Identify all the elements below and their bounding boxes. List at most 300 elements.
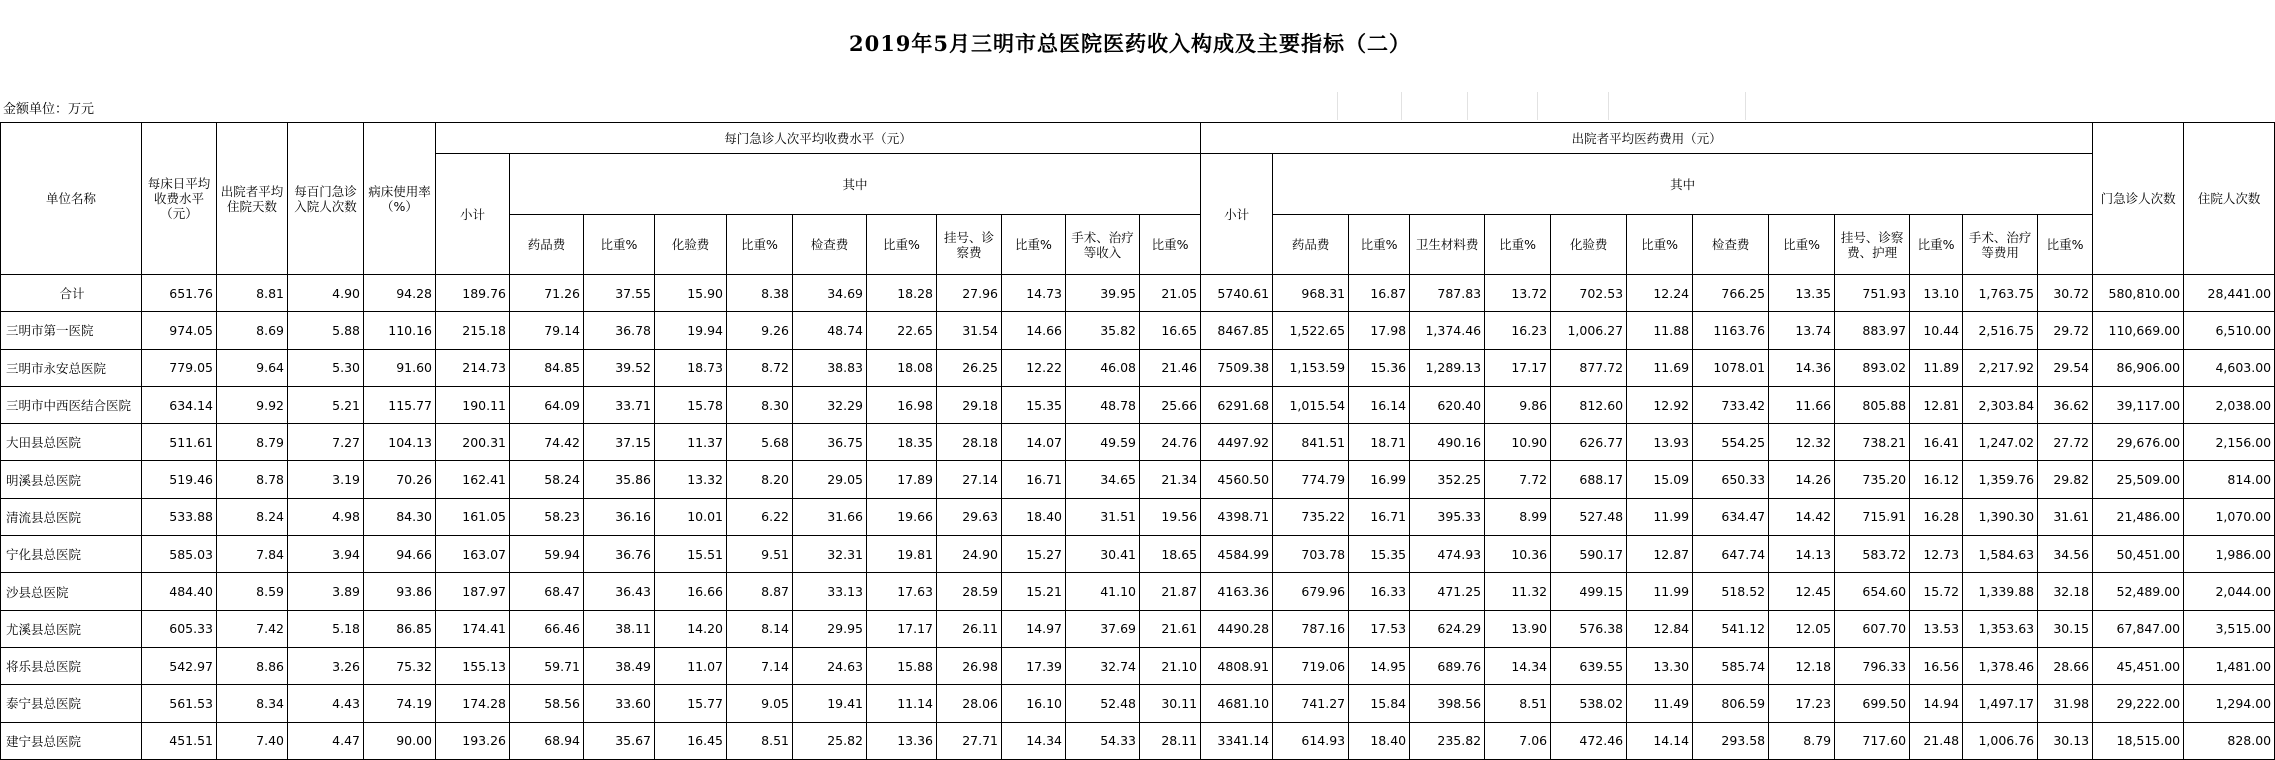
value-cell: 8.78	[217, 461, 288, 498]
value-cell: 605.33	[142, 610, 217, 647]
value-cell: 11.32	[1485, 573, 1551, 610]
value-cell: 17.89	[867, 461, 937, 498]
value-cell: 21.46	[1140, 349, 1201, 386]
value-cell: 8.81	[217, 275, 288, 312]
header-outpatient-group: 每门急诊人次平均收费水平（元）	[436, 123, 1201, 154]
value-cell: 74.19	[364, 685, 436, 722]
value-cell: 484.40	[142, 573, 217, 610]
header-out-subtotal: 小计	[436, 154, 510, 275]
value-cell: 18.73	[655, 349, 727, 386]
value-cell: 639.55	[1551, 647, 1627, 684]
value-cell: 19.66	[867, 498, 937, 535]
value-cell: 8.30	[727, 386, 793, 423]
hospital-name-cell: 明溪县总医院	[1, 461, 142, 498]
value-cell: 1,289.13	[1410, 349, 1485, 386]
header-out-sub-col: 挂号、诊察费	[937, 215, 1002, 275]
header-out-sub-col: 化验费	[655, 215, 727, 275]
value-cell: 7.42	[217, 610, 288, 647]
value-cell: 3.19	[288, 461, 364, 498]
value-cell: 8.69	[217, 312, 288, 349]
value-cell: 614.93	[1273, 722, 1349, 759]
value-cell: 14.42	[1769, 498, 1835, 535]
value-cell: 472.46	[1551, 722, 1627, 759]
value-cell: 16.99	[1349, 461, 1410, 498]
value-cell: 4560.50	[1201, 461, 1273, 498]
value-cell: 3341.14	[1201, 722, 1273, 759]
value-cell: 3,515.00	[2184, 610, 2275, 647]
value-cell: 16.45	[655, 722, 727, 759]
value-cell: 451.51	[142, 722, 217, 759]
value-cell: 2,044.00	[2184, 573, 2275, 610]
value-cell: 67,847.00	[2093, 610, 2184, 647]
value-cell: 624.29	[1410, 610, 1485, 647]
hospital-name-cell: 宁化县总医院	[1, 536, 142, 573]
value-cell: 37.69	[1066, 610, 1140, 647]
value-cell: 1,353.63	[1963, 610, 2038, 647]
value-cell: 24.63	[793, 647, 867, 684]
value-cell: 21.48	[1910, 722, 1963, 759]
value-cell: 16.10	[1002, 685, 1066, 722]
header-out-sub-col: 比重%	[727, 215, 793, 275]
value-cell: 17.17	[867, 610, 937, 647]
value-cell: 11.37	[655, 424, 727, 461]
value-cell: 161.05	[436, 498, 510, 535]
table-row	[1, 573, 2275, 610]
value-cell: 8.51	[1485, 685, 1551, 722]
value-cell: 215.18	[436, 312, 510, 349]
value-cell: 18.40	[1002, 498, 1066, 535]
value-cell: 1,522.65	[1273, 312, 1349, 349]
value-cell: 13.93	[1627, 424, 1693, 461]
value-cell: 49.59	[1066, 424, 1140, 461]
value-cell: 1,497.17	[1963, 685, 2038, 722]
value-cell: 2,303.84	[1963, 386, 2038, 423]
value-cell: 518.52	[1693, 573, 1769, 610]
table-row	[1, 722, 2275, 759]
value-cell: 155.13	[436, 647, 510, 684]
value-cell: 8.87	[727, 573, 793, 610]
table-row	[1, 461, 2275, 498]
value-cell: 29.05	[793, 461, 867, 498]
value-cell: 190.11	[436, 386, 510, 423]
value-cell: 32.74	[1066, 647, 1140, 684]
value-cell: 538.02	[1551, 685, 1627, 722]
value-cell: 13.90	[1485, 610, 1551, 647]
value-cell: 542.97	[142, 647, 217, 684]
total-row	[1, 275, 2275, 312]
value-cell: 3.94	[288, 536, 364, 573]
value-cell: 17.17	[1485, 349, 1551, 386]
value-cell: 58.24	[510, 461, 584, 498]
value-cell: 14.20	[655, 610, 727, 647]
value-cell: 18.35	[867, 424, 937, 461]
hospital-name-cell: 将乐县总医院	[1, 647, 142, 684]
value-cell: 38.83	[793, 349, 867, 386]
value-cell: 4.98	[288, 498, 364, 535]
value-cell: 16.28	[1910, 498, 1963, 535]
value-cell: 214.73	[436, 349, 510, 386]
value-cell: 21.10	[1140, 647, 1201, 684]
value-cell: 31.51	[1066, 498, 1140, 535]
value-cell: 766.25	[1693, 275, 1769, 312]
hospital-name-cell: 三明市永安总医院	[1, 349, 142, 386]
value-cell: 12.73	[1910, 536, 1963, 573]
value-cell: 15.35	[1349, 536, 1410, 573]
value-cell: 94.28	[364, 275, 436, 312]
value-cell: 16.71	[1002, 461, 1066, 498]
value-cell: 651.76	[142, 275, 217, 312]
hospital-name-cell: 三明市第一医院	[1, 312, 142, 349]
value-cell: 634.14	[142, 386, 217, 423]
value-cell: 10.36	[1485, 536, 1551, 573]
value-cell: 174.28	[436, 685, 510, 722]
value-cell: 235.82	[1410, 722, 1485, 759]
value-cell: 189.76	[436, 275, 510, 312]
value-cell: 703.78	[1273, 536, 1349, 573]
value-cell: 15.90	[655, 275, 727, 312]
value-cell: 751.93	[1835, 275, 1910, 312]
table-row	[1, 647, 2275, 684]
value-cell: 35.67	[584, 722, 655, 759]
header-out-sub-col: 手术、治疗等收入	[1066, 215, 1140, 275]
value-cell: 8.79	[1769, 722, 1835, 759]
value-cell: 14.13	[1769, 536, 1835, 573]
value-cell: 18.40	[1349, 722, 1410, 759]
header-outpatient-visits: 门急诊人次数	[2093, 123, 2184, 275]
hospital-name-cell: 建宁县总医院	[1, 722, 142, 759]
value-cell: 4.90	[288, 275, 364, 312]
value-cell: 4.43	[288, 685, 364, 722]
value-cell: 519.46	[142, 461, 217, 498]
value-cell: 32.18	[2038, 573, 2093, 610]
value-cell: 33.60	[584, 685, 655, 722]
value-cell: 9.51	[727, 536, 793, 573]
value-cell: 13.30	[1627, 647, 1693, 684]
value-cell: 17.98	[1349, 312, 1410, 349]
value-cell: 499.15	[1551, 573, 1627, 610]
value-cell: 6291.68	[1201, 386, 1273, 423]
value-cell: 8.86	[217, 647, 288, 684]
value-cell: 13.32	[655, 461, 727, 498]
value-cell: 702.53	[1551, 275, 1627, 312]
value-cell: 14.73	[1002, 275, 1066, 312]
value-cell: 93.86	[364, 573, 436, 610]
value-cell: 58.23	[510, 498, 584, 535]
value-cell: 580,810.00	[2093, 275, 2184, 312]
indicator-table	[0, 122, 2275, 760]
value-cell: 4584.99	[1201, 536, 1273, 573]
value-cell: 34.56	[2038, 536, 2093, 573]
value-cell: 805.88	[1835, 386, 1910, 423]
value-cell: 31.54	[937, 312, 1002, 349]
value-cell: 13.72	[1485, 275, 1551, 312]
value-cell: 9.26	[727, 312, 793, 349]
value-cell: 607.70	[1835, 610, 1910, 647]
value-cell: 1,294.00	[2184, 685, 2275, 722]
value-cell: 16.14	[1349, 386, 1410, 423]
value-cell: 1,339.88	[1963, 573, 2038, 610]
value-cell: 15.84	[1349, 685, 1410, 722]
value-cell: 650.33	[1693, 461, 1769, 498]
value-cell: 13.36	[867, 722, 937, 759]
unit-label: 金额单位：万元	[3, 102, 95, 117]
value-cell: 52,489.00	[2093, 573, 2184, 610]
value-cell: 11.69	[1627, 349, 1693, 386]
value-cell: 18,515.00	[2093, 722, 2184, 759]
header-inpatient-visits: 住院人次数	[2184, 123, 2275, 275]
value-cell: 395.33	[1410, 498, 1485, 535]
value-cell: 16.66	[655, 573, 727, 610]
value-cell: 31.98	[2038, 685, 2093, 722]
header-out-sub-col: 比重%	[584, 215, 655, 275]
value-cell: 59.94	[510, 536, 584, 573]
value-cell: 1,584.63	[1963, 536, 2038, 573]
value-cell: 29.18	[937, 386, 1002, 423]
value-cell: 4490.28	[1201, 610, 1273, 647]
value-cell: 84.85	[510, 349, 584, 386]
header-in-sub-col: 比重%	[1349, 215, 1410, 275]
value-cell: 806.59	[1693, 685, 1769, 722]
value-cell: 27.71	[937, 722, 1002, 759]
value-cell: 24.90	[937, 536, 1002, 573]
value-cell: 22.65	[867, 312, 937, 349]
value-cell: 12.81	[1910, 386, 1963, 423]
value-cell: 877.72	[1551, 349, 1627, 386]
value-cell: 16.33	[1349, 573, 1410, 610]
value-cell: 18.65	[1140, 536, 1201, 573]
value-cell: 14.66	[1002, 312, 1066, 349]
value-cell: 8.14	[727, 610, 793, 647]
header-in-sub-col: 挂号、诊察费、护理	[1835, 215, 1910, 275]
value-cell: 45,451.00	[2093, 647, 2184, 684]
value-cell: 7.06	[1485, 722, 1551, 759]
value-cell: 14.34	[1485, 647, 1551, 684]
value-cell: 30.15	[2038, 610, 2093, 647]
value-cell: 38.49	[584, 647, 655, 684]
value-cell: 16.87	[1349, 275, 1410, 312]
value-cell: 561.53	[142, 685, 217, 722]
value-cell: 719.06	[1273, 647, 1349, 684]
value-cell: 15.21	[1002, 573, 1066, 610]
value-cell: 474.93	[1410, 536, 1485, 573]
value-cell: 41.10	[1066, 573, 1140, 610]
hospital-name-cell: 清流县总医院	[1, 498, 142, 535]
header-in-sub-col: 化验费	[1551, 215, 1627, 275]
value-cell: 590.17	[1551, 536, 1627, 573]
value-cell: 14.95	[1349, 647, 1410, 684]
value-cell: 15.51	[655, 536, 727, 573]
value-cell: 8.72	[727, 349, 793, 386]
header-avg-stay: 出院者平均住院天数	[217, 123, 288, 275]
value-cell: 64.09	[510, 386, 584, 423]
value-cell: 7.72	[1485, 461, 1551, 498]
value-cell: 24.76	[1140, 424, 1201, 461]
value-cell: 9.86	[1485, 386, 1551, 423]
value-cell: 8.79	[217, 424, 288, 461]
value-cell: 15.88	[867, 647, 937, 684]
value-cell: 19.94	[655, 312, 727, 349]
value-cell: 9.92	[217, 386, 288, 423]
header-in-sub-col: 药品费	[1273, 215, 1349, 275]
value-cell: 654.60	[1835, 573, 1910, 610]
value-cell: 12.84	[1627, 610, 1693, 647]
value-cell: 738.21	[1835, 424, 1910, 461]
value-cell: 59.71	[510, 647, 584, 684]
value-cell: 8467.85	[1201, 312, 1273, 349]
value-cell: 9.05	[727, 685, 793, 722]
value-cell: 8.99	[1485, 498, 1551, 535]
value-cell: 3.89	[288, 573, 364, 610]
header-out-sub-col: 比重%	[1140, 215, 1201, 275]
value-cell: 39,117.00	[2093, 386, 2184, 423]
value-cell: 12.18	[1769, 647, 1835, 684]
value-cell: 541.12	[1693, 610, 1769, 647]
value-cell: 11.66	[1769, 386, 1835, 423]
value-cell: 4808.91	[1201, 647, 1273, 684]
value-cell: 11.88	[1627, 312, 1693, 349]
value-cell: 26.11	[937, 610, 1002, 647]
value-cell: 34.69	[793, 275, 867, 312]
value-cell: 585.03	[142, 536, 217, 573]
value-cell: 4497.92	[1201, 424, 1273, 461]
header-in-sub-col: 比重%	[1769, 215, 1835, 275]
value-cell: 13.35	[1769, 275, 1835, 312]
value-cell: 48.78	[1066, 386, 1140, 423]
header-out-sub-col: 比重%	[867, 215, 937, 275]
header-in-sub-col: 检查费	[1693, 215, 1769, 275]
value-cell: 29.82	[2038, 461, 2093, 498]
value-cell: 16.12	[1910, 461, 1963, 498]
value-cell: 27.14	[937, 461, 1002, 498]
value-cell: 74.42	[510, 424, 584, 461]
value-cell: 16.23	[1485, 312, 1551, 349]
faint-cell-divider	[1467, 92, 1468, 120]
value-cell: 193.26	[436, 722, 510, 759]
value-cell: 2,038.00	[2184, 386, 2275, 423]
value-cell: 31.61	[2038, 498, 2093, 535]
value-cell: 11.89	[1910, 349, 1963, 386]
value-cell: 11.49	[1627, 685, 1693, 722]
value-cell: 1,006.76	[1963, 722, 2038, 759]
value-cell: 11.99	[1627, 573, 1693, 610]
faint-cell-divider	[1401, 92, 1402, 120]
value-cell: 37.15	[584, 424, 655, 461]
header-in-sub-col: 卫生材料费	[1410, 215, 1485, 275]
table-row	[1, 349, 2275, 386]
value-cell: 39.52	[584, 349, 655, 386]
value-cell: 28.18	[937, 424, 1002, 461]
value-cell: 16.41	[1910, 424, 1963, 461]
value-cell: 52.48	[1066, 685, 1140, 722]
value-cell: 30.41	[1066, 536, 1140, 573]
value-cell: 29,222.00	[2093, 685, 2184, 722]
value-cell: 21,486.00	[2093, 498, 2184, 535]
value-cell: 28.06	[937, 685, 1002, 722]
value-cell: 94.66	[364, 536, 436, 573]
value-cell: 17.53	[1349, 610, 1410, 647]
value-cell: 554.25	[1693, 424, 1769, 461]
value-cell: 25.82	[793, 722, 867, 759]
value-cell: 14.94	[1910, 685, 1963, 722]
value-cell: 187.97	[436, 573, 510, 610]
value-cell: 21.61	[1140, 610, 1201, 647]
value-cell: 35.82	[1066, 312, 1140, 349]
value-cell: 14.97	[1002, 610, 1066, 647]
value-cell: 6.22	[727, 498, 793, 535]
value-cell: 10.90	[1485, 424, 1551, 461]
value-cell: 735.20	[1835, 461, 1910, 498]
value-cell: 86,906.00	[2093, 349, 2184, 386]
value-cell: 90.00	[364, 722, 436, 759]
value-cell: 91.60	[364, 349, 436, 386]
value-cell: 162.41	[436, 461, 510, 498]
value-cell: 1078.01	[1693, 349, 1769, 386]
header-admit-per-100: 每百门急诊入院人次数	[288, 123, 364, 275]
value-cell: 30.72	[2038, 275, 2093, 312]
value-cell: 490.16	[1410, 424, 1485, 461]
value-cell: 634.47	[1693, 498, 1769, 535]
value-cell: 32.29	[793, 386, 867, 423]
value-cell: 841.51	[1273, 424, 1349, 461]
value-cell: 585.74	[1693, 647, 1769, 684]
value-cell: 17.63	[867, 573, 937, 610]
value-cell: 21.05	[1140, 275, 1201, 312]
value-cell: 86.85	[364, 610, 436, 647]
value-cell: 679.96	[1273, 573, 1349, 610]
value-cell: 18.28	[867, 275, 937, 312]
header-bed-daily-fee: 每床日平均收费水平（元）	[142, 123, 217, 275]
value-cell: 533.88	[142, 498, 217, 535]
value-cell: 200.31	[436, 424, 510, 461]
value-cell: 17.39	[1002, 647, 1066, 684]
value-cell: 29.54	[2038, 349, 2093, 386]
value-cell: 10.01	[655, 498, 727, 535]
faint-cell-divider	[1537, 92, 1538, 120]
hospital-name-cell: 合计	[1, 275, 142, 312]
value-cell: 12.32	[1769, 424, 1835, 461]
value-cell: 787.83	[1410, 275, 1485, 312]
value-cell: 36.76	[584, 536, 655, 573]
value-cell: 8.51	[727, 722, 793, 759]
value-cell: 7.14	[727, 647, 793, 684]
value-cell: 1,378.46	[1963, 647, 2038, 684]
value-cell: 7509.38	[1201, 349, 1273, 386]
value-cell: 15.09	[1627, 461, 1693, 498]
value-cell: 1,359.76	[1963, 461, 2038, 498]
value-cell: 19.56	[1140, 498, 1201, 535]
value-cell: 699.50	[1835, 685, 1910, 722]
value-cell: 576.38	[1551, 610, 1627, 647]
value-cell: 18.08	[867, 349, 937, 386]
value-cell: 11.07	[655, 647, 727, 684]
value-cell: 779.05	[142, 349, 217, 386]
value-cell: 27.96	[937, 275, 1002, 312]
value-cell: 2,156.00	[2184, 424, 2275, 461]
value-cell: 741.27	[1273, 685, 1349, 722]
hospital-name-cell: 泰宁县总医院	[1, 685, 142, 722]
value-cell: 511.61	[142, 424, 217, 461]
value-cell: 84.30	[364, 498, 436, 535]
value-cell: 13.53	[1910, 610, 1963, 647]
value-cell: 10.44	[1910, 312, 1963, 349]
value-cell: 4398.71	[1201, 498, 1273, 535]
value-cell: 8.59	[217, 573, 288, 610]
value-cell: 15.27	[1002, 536, 1066, 573]
value-cell: 29.72	[2038, 312, 2093, 349]
value-cell: 13.10	[1910, 275, 1963, 312]
value-cell: 26.98	[937, 647, 1002, 684]
value-cell: 68.94	[510, 722, 584, 759]
